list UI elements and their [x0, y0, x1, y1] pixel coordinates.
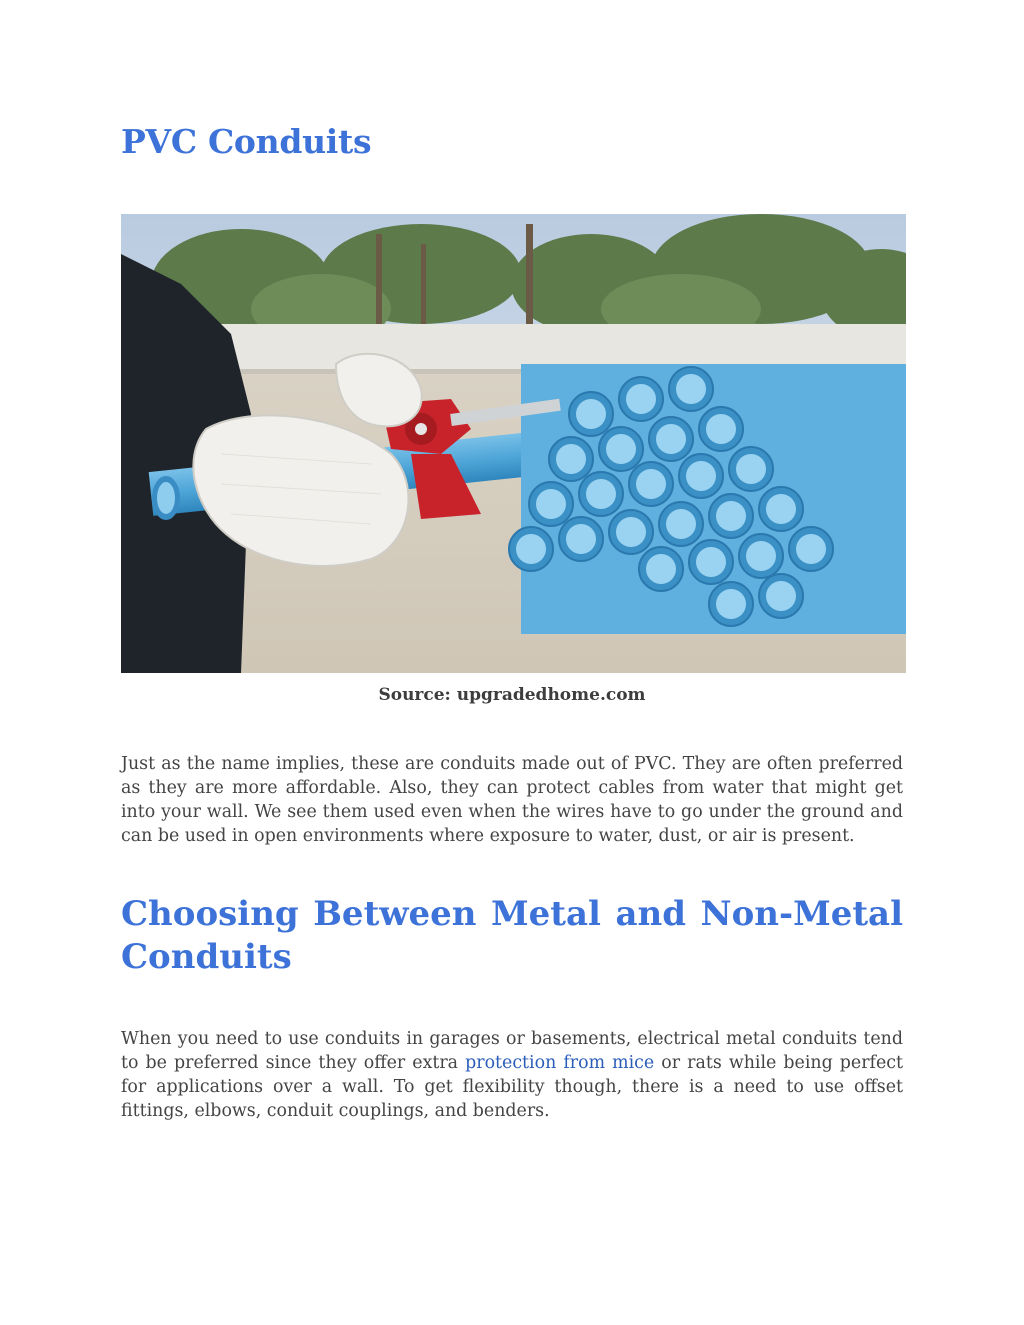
- section-title-choosing-conduits: Choosing Between Metal and Non-Metal Conduits: [121, 894, 903, 977]
- protection-from-mice-link[interactable]: protection from mice: [465, 1053, 655, 1073]
- photo-pvc-pipes-cutting-icon: [121, 214, 906, 673]
- paragraph-text-end: or rats while being perfect for applications over a wall. To get flexibility though, there is a need to use offset fittings, elbows, conduit couplings, and benders.: [121, 1053, 903, 1121]
- paragraph-text-start: When you need to use conduits in garages or basements, electrical metal conduits tend to be preferred since they offer extra: [121, 1029, 903, 1073]
- choosing-conduits-paragraph: [121, 1027, 903, 1123]
- section-title-pvc-conduits: PVC Conduits: [121, 122, 372, 161]
- pvc-pipes-photo: [121, 214, 906, 673]
- image-caption: Source: upgradedhome.com: [378, 685, 646, 705]
- pvc-conduits-paragraph: Just as the name implies, these are conduits made out of PVC. They are often preferred as they are more affordable. Also, they can protect cables from water that might get into your wall. We see them used even when the wires have to go under the ground and can be used in open environments where exposure to water, dust, or air is present.: [121, 754, 903, 846]
